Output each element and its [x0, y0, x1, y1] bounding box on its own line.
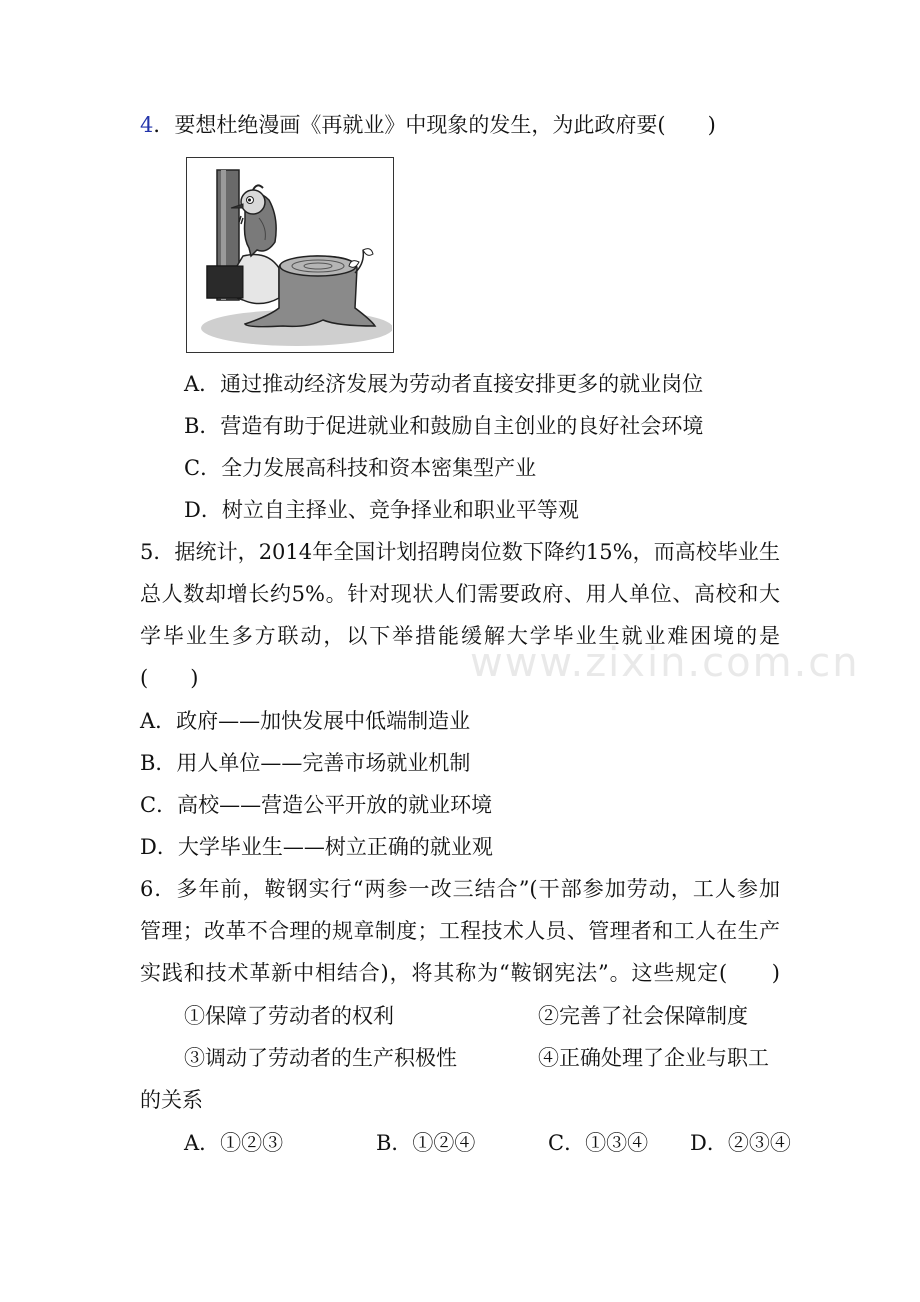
q6-option-b: B．①②④	[376, 1131, 476, 1155]
q4-number: 4	[140, 113, 154, 137]
cartoon-illustration	[187, 158, 392, 351]
q5-option-a: A．政府——加快发展中低端制造业	[140, 709, 471, 733]
q4-option-a: A．通过推动经济发展为劳动者直接安排更多的就业岗位	[184, 372, 704, 396]
q5-option-c: C．高校——营造公平开放的就业环境	[140, 793, 493, 817]
q4-text: ．要想杜绝漫画《再就业》中现象的发生，为此政府要( )	[153, 113, 716, 137]
q6-option-c: C．①③④	[548, 1131, 649, 1155]
q6-item-3: ③调动了劳动者的生产积极性	[184, 1046, 457, 1070]
q5-option-d: D．大学毕业生——树立正确的就业观	[140, 835, 493, 859]
q5-line-3: 学毕业生多方联动，以下举措能缓解大学毕业生就业难困境的是	[140, 624, 780, 648]
q6-item-2: ②完善了社会保障制度	[538, 1004, 748, 1028]
q6-item-4: ④正确处理了企业与职工	[538, 1046, 769, 1070]
q6-option-a: A．①②③	[184, 1131, 284, 1155]
q4-stem	[140, 110, 716, 140]
q5-line-1: 5．据统计，2014年全国计划招聘岗位数下降约15%，而高校毕业生	[140, 540, 780, 564]
q4-option-b: B．营造有助于促进就业和鼓励自主创业的良好社会环境	[184, 414, 704, 438]
cartoon-figure	[186, 157, 394, 353]
q6-option-d: D．②③④	[690, 1131, 791, 1155]
q6-line-3: 实践和技术革新中相结合)，将其称为“鞍钢宪法”。这些规定( )	[140, 961, 780, 985]
q5-line-4: ( )	[140, 666, 199, 690]
q4-option-d: D．树立自主择业、竞争择业和职业平等观	[184, 498, 579, 522]
q6-item-1: ①保障了劳动者的权利	[184, 1004, 394, 1028]
q6-line-2: 管理；改革不合理的规章制度；工程技术人员、管理者和工人在生产	[140, 919, 780, 943]
q6-line-1: 6．多年前，鞍钢实行“两参一改三结合”(干部参加劳动，工人参加	[140, 877, 780, 901]
q4-option-c: C．全力发展高科技和资本密集型产业	[184, 456, 537, 480]
q6-item-4-cont: 的关系	[140, 1088, 203, 1112]
watermark: www.zixin.com.cn	[470, 640, 860, 686]
q5-line-2: 总人数却增长约5%。针对现状人们需要政府、用人单位、高校和大	[140, 582, 780, 606]
q5-option-b: B．用人单位——完善市场就业机制	[140, 751, 471, 775]
